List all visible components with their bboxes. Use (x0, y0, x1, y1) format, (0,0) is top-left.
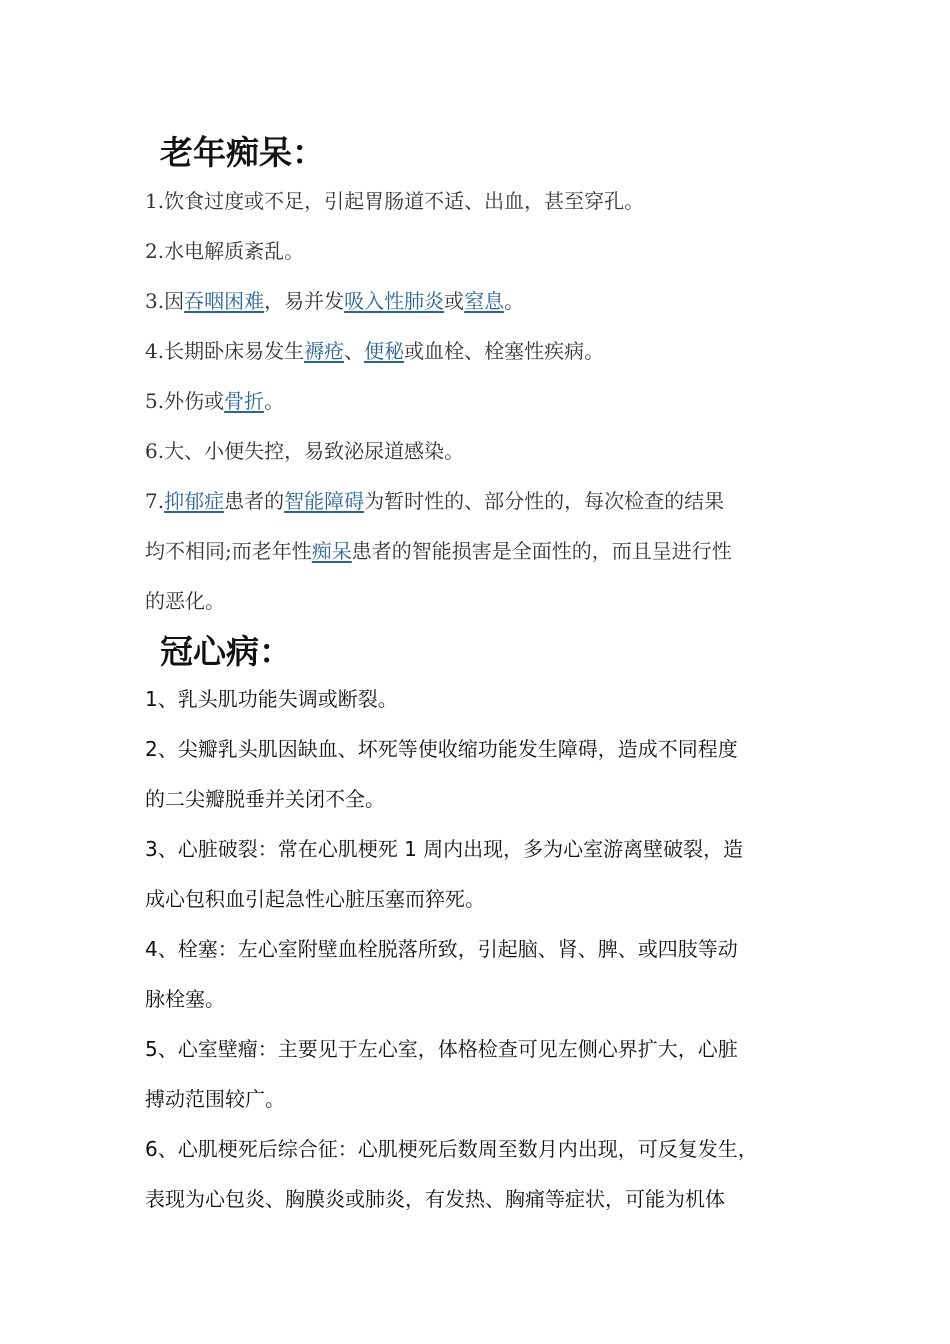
coronary-line: 1、乳头肌功能失调或断裂。 (145, 687, 398, 711)
dementia-item-7-line-2 (145, 536, 732, 566)
item-7-line1-rest: 为暂时性的、部分性的，每次检查的结果 (364, 489, 725, 513)
item-4-mid1: 、 (344, 339, 365, 363)
link-fracture[interactable]: 骨折 (224, 389, 265, 413)
item-7-line2-pre: 均不相同;而老年性 (145, 539, 312, 563)
link-intellectual-disability[interactable]: 智能障碍 (284, 489, 365, 513)
dementia-item-1: 1.饮食过度或不足，引起胃肠道不适、出血，甚至穿孔。 (145, 189, 645, 213)
coronary-line: 6、心肌梗死后综合征：心肌梗死后数周至数月内出现，可反复发生， (145, 1137, 758, 1161)
coronary-line: 2、尖瓣乳头肌因缺血、坏死等使收缩功能发生障碍，造成不同程度 (145, 737, 738, 761)
dementia-item-6: 6.大、小便失控，易致泌尿道感染。 (145, 439, 465, 463)
dementia-item-5 (145, 386, 284, 416)
item-3-mid2: 或 (444, 289, 465, 313)
item-3-suffix: 。 (504, 289, 525, 313)
dementia-item-7-line-3: 的恶化。 (145, 589, 225, 613)
link-bedsore[interactable]: 褥疮 (304, 339, 345, 363)
link-dementia[interactable]: 痴呆 (311, 539, 352, 563)
coronary-line: 5、心室壁瘤：主要见于左心室，体格检查可见左侧心界扩大，心脏 (145, 1037, 738, 1061)
link-asphyxia[interactable]: 窒息 (464, 289, 505, 313)
dementia-item-2: 2.水电解质紊乱。 (145, 239, 305, 263)
link-depression[interactable]: 抑郁症 (164, 489, 225, 513)
section-title-coronary: 冠心病： (160, 632, 292, 671)
coronary-line: 成心包积血引起急性心脏压塞而猝死。 (145, 887, 485, 911)
item-7-mid1: 患者的 (224, 489, 285, 513)
item-3-mid1: ，易并发 (264, 289, 345, 313)
item-4-suffix: 或血栓、栓塞性疾病。 (404, 339, 605, 363)
coronary-line: 脉栓塞。 (145, 987, 225, 1011)
link-dysphagia[interactable]: 吞咽困难 (184, 289, 265, 313)
link-aspiration-pneumonia[interactable]: 吸入性肺炎 (344, 289, 445, 313)
item-7-prefix: 7. (145, 489, 165, 513)
coronary-line: 搏动范围较广。 (145, 1087, 285, 1111)
section-title-dementia: 老年痴呆： (160, 133, 325, 172)
item-5-prefix: 5.外伤或 (145, 389, 225, 413)
item-5-suffix: 。 (264, 389, 285, 413)
item-3-prefix: 3.因 (145, 289, 185, 313)
item-7-line2-rest: 患者的智能损害是全面性的，而且呈进行性 (351, 539, 732, 563)
dementia-item-7-line-1 (145, 486, 724, 516)
dementia-item-4 (145, 336, 604, 366)
coronary-line: 表现为心包炎、胸膜炎或肺炎，有发热、胸痛等症状，可能为机体 (145, 1187, 725, 1211)
coronary-line: 3、心脏破裂：常在心肌梗死 1 周内出现，多为心室游离壁破裂，造 (145, 837, 744, 861)
link-constipation[interactable]: 便秘 (364, 339, 405, 363)
coronary-line: 4、栓塞：左心室附壁血栓脱落所致，引起脑、肾、脾、或四肢等动 (145, 937, 738, 961)
coronary-line: 的二尖瓣脱垂并关闭不全。 (145, 787, 385, 811)
dementia-item-3 (145, 286, 524, 316)
item-4-prefix: 4.长期卧床易发生 (145, 339, 305, 363)
